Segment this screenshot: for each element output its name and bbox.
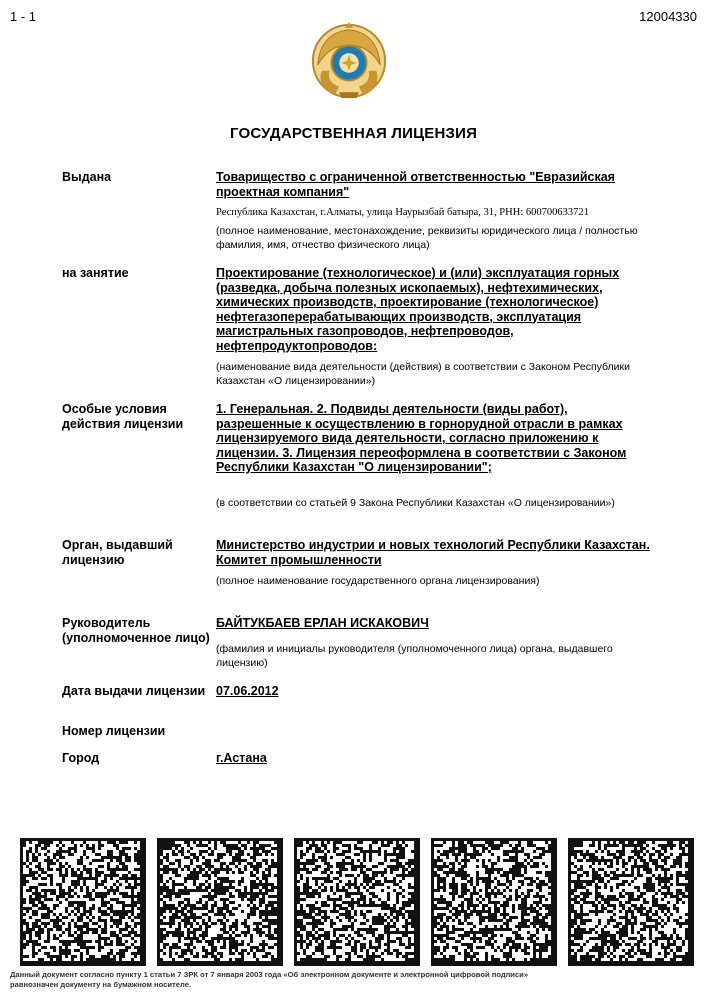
city-label: Город xyxy=(62,751,100,765)
conditions-value: 1. Генеральная. 2. Подвиды деятельности (виды работ), разрешенные к осуществлению в горнорудной отрасли в рамках лицензируемого вида деятельности, согласно приложению к лицензии. 3. Лицензия переоформлена в соответствии с Законом Республики Казахстан "О лицензировании"; xyxy=(216,402,627,474)
document-number: 12004330 xyxy=(639,9,697,24)
city-value: г.Астана xyxy=(216,751,267,765)
activity-value: Проектирование (технологическое) и (или) эксплуатация горных (разведка, добыча полезных ископаемых), нефтехимических, химических производств, проектирование (технологическое) нефтегазоперерабатывающих производств, эксплуатация магистральных газопроводов, нефтепроводов, нефтепродуктопроводов: xyxy=(216,266,620,353)
activity-label: на занятие xyxy=(62,266,129,280)
authority-note: (полное наименование государственного органа лицензирования) xyxy=(216,575,540,587)
page-number: 1 - 1 xyxy=(10,9,37,24)
state-emblem-icon xyxy=(310,22,388,100)
document-title: ГОСУДАРСТВЕННАЯ ЛИЦЕНЗИЯ xyxy=(229,125,478,142)
issue-date-value: 07.06.2012 xyxy=(216,684,279,698)
license-number-label: Номер лицензии xyxy=(62,724,166,738)
authority-label xyxy=(62,538,212,568)
head-label-line1: Руководитель xyxy=(62,616,151,630)
issued-label: Выдана xyxy=(62,170,112,184)
barcode-strip xyxy=(20,838,700,966)
footer-line2: равнозначен документу на бумажном носителе. xyxy=(10,979,192,989)
conditions-label-line1: Особые условия xyxy=(62,402,167,416)
barcode-1 xyxy=(20,838,146,966)
footer-line1: Данный документ согласно пункту 1 статьи 7 ЗРК от 7 января 2003 года «Об электронном документе и электронной цифровой подписи» xyxy=(10,970,529,979)
authority-label-line1: Орган, выдавший xyxy=(62,538,173,552)
conditions-label-line2: действия лицензии xyxy=(62,417,184,431)
authority-label-line2: лицензию xyxy=(62,553,125,567)
head-label xyxy=(62,616,212,646)
footer-note xyxy=(10,970,610,989)
issue-date-label: Дата выдачи лицензии xyxy=(62,684,206,698)
issued-value: Товарищество с ограниченной ответственностью "Евразийская проектная компания" xyxy=(216,170,615,199)
barcode-2 xyxy=(157,838,283,966)
barcode-3 xyxy=(294,838,420,966)
barcode-4 xyxy=(431,838,557,966)
activity-note: (наименование вида деятельности (действия) в соответствии с Законом Республики Казахстан «О лицензировании») xyxy=(216,361,630,387)
issued-note: (полное наименование, местонахождение, реквизиты юридического лица / полностью фамилия, имя, отчество физического лица) xyxy=(216,225,638,251)
head-label-line2: (уполномоченное лицо) xyxy=(62,631,210,645)
head-value: БАЙТУКБАЕВ ЕРЛАН ИСКАКОВИЧ xyxy=(216,616,429,630)
conditions-label xyxy=(62,402,212,432)
barcode-5 xyxy=(568,838,694,966)
head-note: (фамилия и инициалы руководителя (уполномоченного лица) органа, выдавшего лицензию) xyxy=(216,643,613,669)
authority-value: Министерство индустрии и новых технологий Республики Казахстан. Комитет промышленности xyxy=(216,538,650,567)
conditions-note: (в соответствии со статьей 9 Закона Республики Казахстан «О лицензировании») xyxy=(216,497,615,509)
issued-address: Республика Казахстан, г.Алматы, улица Наурызбай батыра, 31, РНН: 600700633721 xyxy=(216,207,589,218)
